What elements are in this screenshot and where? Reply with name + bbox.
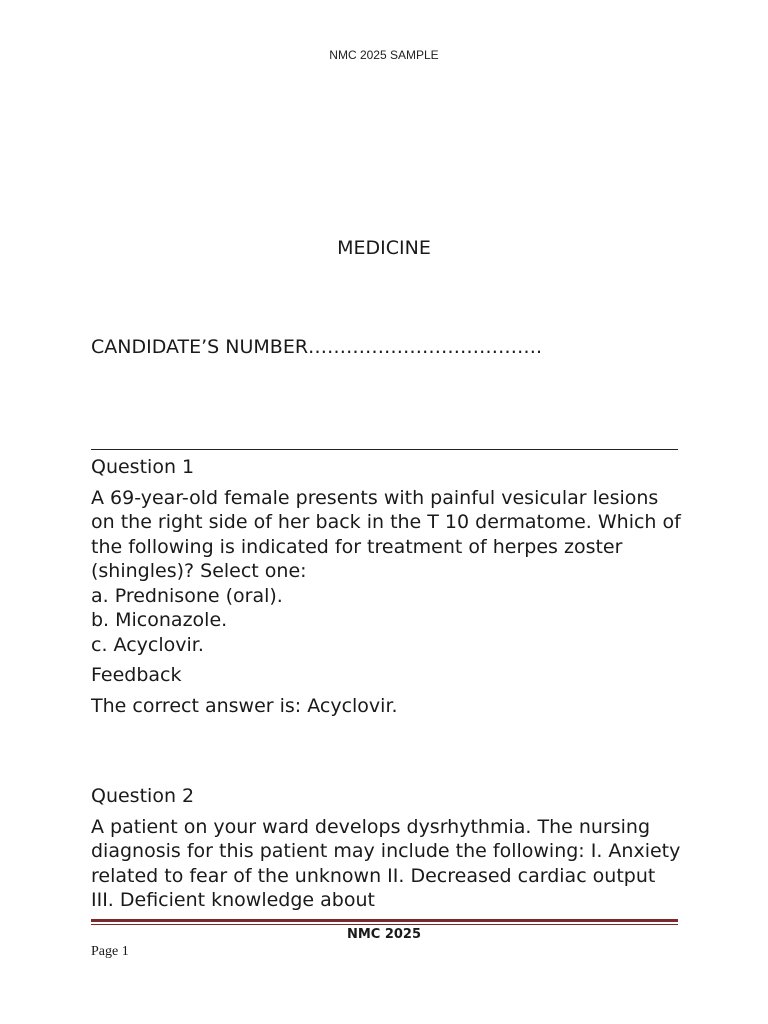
question-spacer bbox=[91, 718, 681, 784]
footer-rule-thick bbox=[91, 919, 678, 922]
question-1 bbox=[91, 455, 681, 718]
question-2 bbox=[91, 784, 681, 913]
page-header: NMC 2025 SAMPLE bbox=[329, 48, 439, 62]
question-1-option-a: a. Prednisone (oral). bbox=[91, 584, 283, 607]
question-1-heading: Question 1 bbox=[91, 456, 195, 478]
page-footer: NMC 2025 bbox=[346, 927, 422, 942]
question-1-feedback-label: Feedback bbox=[91, 664, 182, 686]
question-2-heading: Question 2 bbox=[91, 785, 195, 807]
questions-content bbox=[91, 455, 681, 913]
question-1-answer: The correct answer is: Acyclovir. bbox=[91, 694, 398, 717]
footer-rule-thin bbox=[91, 924, 678, 925]
question-2-text: A patient on your ward develops dysrhythmia. The nursing diagnosis for this patient may include the following: I. Anxiety related to fear of the unknown II. Decreased cardiac output III. Deficient knowledge about bbox=[91, 815, 681, 911]
candidate-number-line: CANDIDATE’S NUMBER………………………………. bbox=[91, 336, 543, 358]
question-1-option-b: b. Miconazole. bbox=[91, 609, 228, 631]
document-title: MEDICINE bbox=[337, 237, 431, 259]
question-1-text: A 69-year-old female presents with painful vesicular lesions on the right side of her back in the T 10 dermatome. Which of the following is indicated for treatment of herpes zoster (shingles)? Select one: bbox=[91, 486, 681, 582]
question-1-option-c: c. Acyclovir. bbox=[91, 633, 204, 656]
section-divider bbox=[91, 449, 678, 450]
page-number: Page 1 bbox=[91, 944, 129, 959]
